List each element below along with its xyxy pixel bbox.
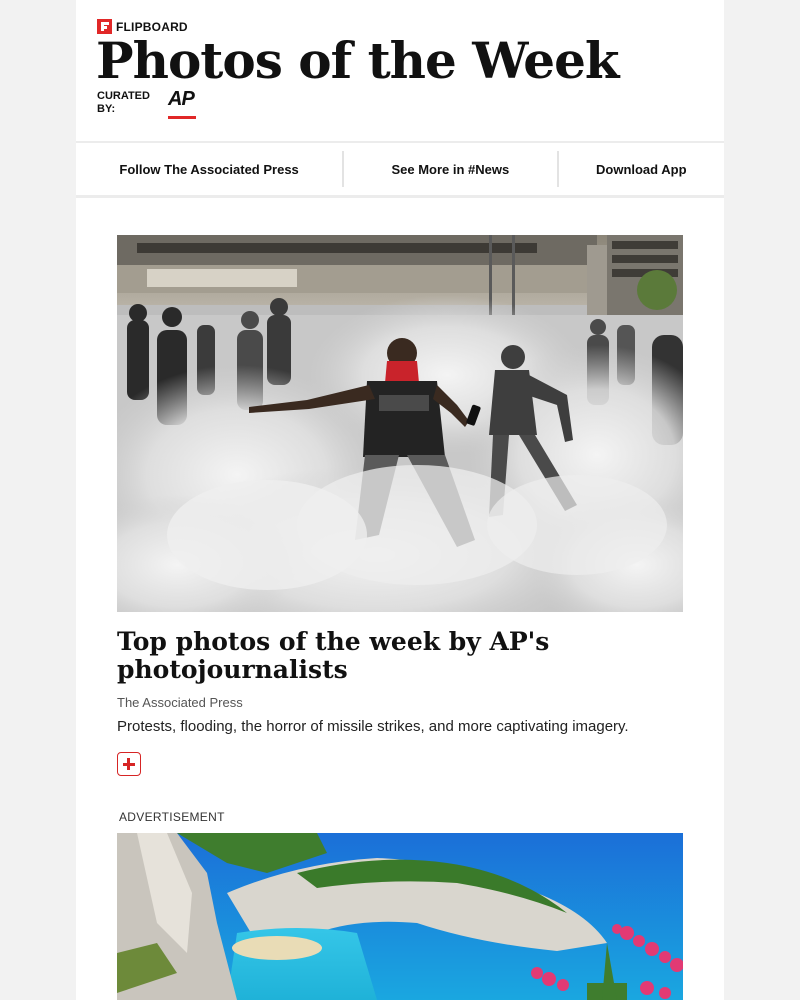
advertisement-label: ADVERTISEMENT	[119, 810, 225, 824]
advertisement-image[interactable]	[117, 833, 683, 1000]
page-title: Photos of the Week	[96, 31, 619, 90]
header	[76, 0, 724, 140]
download-app-link[interactable]: Download App	[557, 151, 724, 187]
follow-ap-link[interactable]: Follow The Associated Press	[119, 161, 299, 177]
plus-icon[interactable]	[117, 752, 141, 776]
article-title[interactable]: Top photos of the week by AP's photojournalists	[117, 627, 550, 684]
hero-photo[interactable]	[117, 235, 683, 612]
newsletter-card	[76, 0, 724, 1000]
see-more-news-link[interactable]: See More in #News	[342, 151, 556, 187]
article-source: The Associated Press	[117, 695, 243, 710]
flipboard-wordmark: FLIPBOARD	[116, 19, 188, 34]
ap-logo-underline	[168, 116, 196, 119]
curated-by-label: CURATED BY:	[97, 90, 150, 115]
article-summary: Protests, flooding, the horror of missile strikes, and more captivating imagery.	[117, 718, 629, 735]
ap-logo-text: AP	[168, 88, 194, 110]
ap-logo[interactable]	[168, 88, 198, 119]
action-nav	[76, 141, 724, 198]
